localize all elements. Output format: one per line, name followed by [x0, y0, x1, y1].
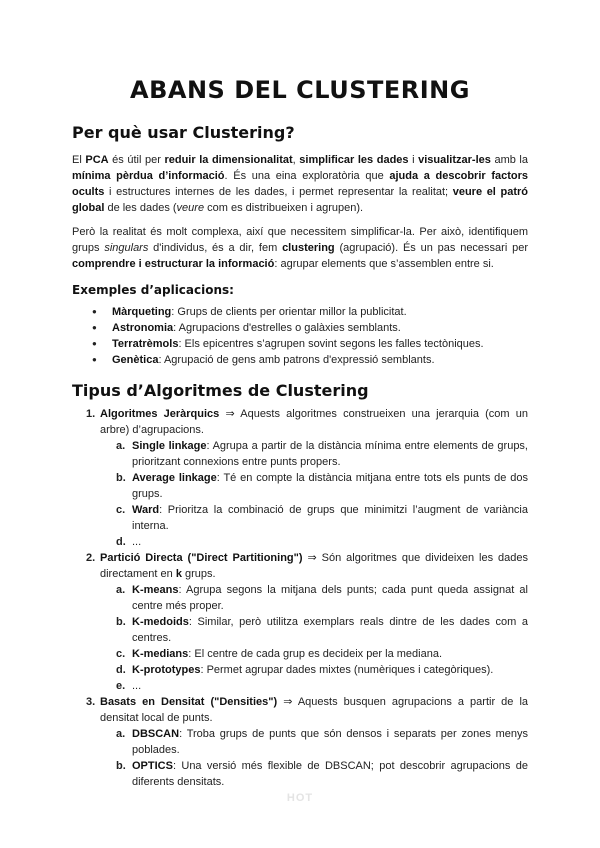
text-run: clustering — [282, 242, 335, 254]
algorithm-subitem — [72, 678, 528, 694]
text-run: : agrupar elements que s’assemblen entre si. — [274, 258, 494, 270]
text-run: : Permet agrupar dades mixtes (numèriques i categòriques). — [200, 664, 494, 676]
text-run: : Agrupa a partir de la distància mínima entre elements de grups, prioritzant connexions entre punts propers. — [132, 440, 528, 468]
text-run: : Prioritza la combinació de grups que minimitzi l’augment de variància interna. — [132, 504, 528, 532]
text-run: (agrupació). És un pas necessari per — [334, 242, 528, 254]
text-run: El — [72, 154, 86, 166]
text-run: ⇒ Aquests algoritmes construeixen una jerarquia (com un arbre) d’agrupacions. — [100, 408, 529, 436]
text-run: ⇒ Aquests busquen agrupacions a partir de la densitat local de punts. — [100, 696, 529, 724]
text-run: Average linkage — [132, 472, 217, 484]
text-run: : Grups de clients per orientar millor la publicitat. — [171, 306, 407, 318]
example-item — [112, 352, 528, 368]
text-run: ... — [132, 536, 142, 548]
algorithm-list — [72, 406, 528, 790]
text-run: ... — [132, 680, 142, 692]
section-heading-why-clustering: Per què usar Clustering? — [72, 123, 295, 142]
text-run: simplificar les dades — [299, 154, 409, 166]
text-run: DBSCAN — [132, 728, 180, 740]
text-run: singulars — [104, 242, 149, 254]
list-letter: a. — [116, 440, 126, 452]
list-letter: a. — [116, 728, 126, 740]
watermark: HOT — [286, 792, 314, 804]
text-run: : Té en compte la distància mitjana entre tots els punts de dos grups. — [132, 472, 528, 500]
list-letter: d. — [116, 664, 126, 676]
text-run: d'individus, és a dir, fem — [148, 242, 283, 254]
text-run: amb la — [490, 154, 528, 166]
list-letter: d. — [116, 536, 126, 548]
algorithm-item — [72, 406, 528, 438]
text-run: K-medoids — [132, 616, 189, 628]
algorithm-subitem — [72, 438, 528, 470]
text-run: veure el patró global — [72, 186, 528, 214]
algorithm-subitem — [72, 726, 528, 758]
list-letter: b. — [116, 616, 126, 628]
text-run: K-prototypes — [132, 664, 201, 676]
text-run: veure — [176, 202, 205, 214]
text-run: Algoritmes Jeràrquics — [100, 408, 220, 420]
text-run: : Els epicentres s’agrupen sovint segons les falles tectòniques. — [178, 338, 484, 350]
example-item — [112, 304, 528, 320]
text-run: PCA — [85, 154, 109, 166]
list-letter: e. — [116, 680, 126, 692]
list-letter: b. — [116, 472, 126, 484]
algorithm-subitem — [72, 614, 528, 646]
list-number: 1. — [86, 408, 96, 420]
text-run: visualitzar-les — [418, 154, 491, 166]
text-run: Genètica — [112, 354, 159, 366]
list-letter: b. — [116, 760, 126, 772]
examples-heading: Exemples d’aplicacions: — [72, 283, 234, 297]
text-run: Terratrèmols — [112, 338, 179, 350]
list-letter: a. — [116, 584, 126, 596]
text-run: és útil per — [108, 154, 165, 166]
page-title: ABANS DEL CLUSTERING — [130, 76, 470, 104]
paragraph — [72, 152, 528, 216]
text-run: Single linkage — [132, 440, 207, 452]
list-letter: c. — [116, 648, 126, 660]
example-item — [112, 336, 528, 352]
examples-list — [72, 304, 528, 368]
algorithm-subitem — [72, 534, 528, 550]
algorithm-subitem — [72, 470, 528, 502]
algorithm-item — [72, 550, 528, 582]
text-run: , — [292, 154, 300, 166]
text-run: ⇒ Són algoritmes que divideixen les dades directament en — [100, 552, 528, 580]
text-run: Basats en Densitat ("Densities") — [100, 696, 278, 708]
list-number: 3. — [86, 696, 96, 708]
text-run: i — [408, 154, 419, 166]
text-run: Màrqueting — [112, 306, 172, 318]
paragraph — [72, 224, 528, 272]
text-run: de les dades ( — [104, 202, 177, 214]
text-run: Astronomia — [112, 322, 174, 334]
text-run: : El centre de cada grup es decideix per la mediana. — [188, 648, 443, 660]
algorithm-subitem — [72, 758, 528, 790]
algorithm-subitem — [72, 502, 528, 534]
text-run: : Similar, però utilitza exemplars reals dintre de les dades com a centres. — [132, 616, 528, 644]
text-run: : Agrupacions d'estrelles o galàxies semblants. — [173, 322, 401, 334]
text-run: : Troba grups de punts que són densos i separats per zones menys poblades. — [132, 728, 528, 756]
document-page — [72, 72, 528, 790]
text-run: . És una eina exploratòria que — [224, 170, 390, 182]
section-heading-algorithm-types: Tipus d’Algoritmes de Clustering — [72, 381, 369, 400]
list-number: 2. — [86, 552, 96, 564]
text-run: grups. — [181, 568, 216, 580]
list-letter: c. — [116, 504, 126, 516]
text-run: : Una versió més flexible de DBSCAN; pot descobrir agrupacions de diferents densitats. — [132, 760, 528, 788]
text-run: Però la realitat és molt complexa, així que necessitem simplificar-la. Per això, identifiquem grups — [72, 226, 528, 254]
algorithm-subitem — [72, 662, 528, 678]
text-run: K-means — [132, 584, 179, 596]
text-run: : Agrupació de gens amb patrons d'expressió semblants. — [158, 354, 435, 366]
example-item — [112, 320, 528, 336]
text-run: Ward — [132, 504, 160, 516]
text-run: ajuda a descobrir factors ocults — [72, 170, 528, 198]
algorithm-subitem — [72, 582, 528, 614]
algorithm-item — [72, 694, 528, 726]
text-run: OPTICS — [132, 760, 173, 772]
text-run: com es distribueixen i agrupen). — [204, 202, 364, 214]
text-run: i estructures internes de les dades, i permet representar la realitat; — [104, 186, 453, 198]
text-run: : Agrupa segons la mitjana dels punts; cada punt queda assignat al centre més proper. — [132, 584, 528, 612]
text-run: comprendre i estructurar la informació — [72, 258, 275, 270]
text-run: K-medians — [132, 648, 189, 660]
text-run: mínima pèrdua d’informació — [72, 170, 225, 182]
text-run: reduir la dimensionalitat — [164, 154, 293, 166]
text-run: k — [175, 568, 182, 580]
text-run: Partició Directa ("Direct Partitioning") — [100, 552, 303, 564]
intro-paragraphs — [72, 152, 528, 272]
algorithm-subitem — [72, 646, 528, 662]
